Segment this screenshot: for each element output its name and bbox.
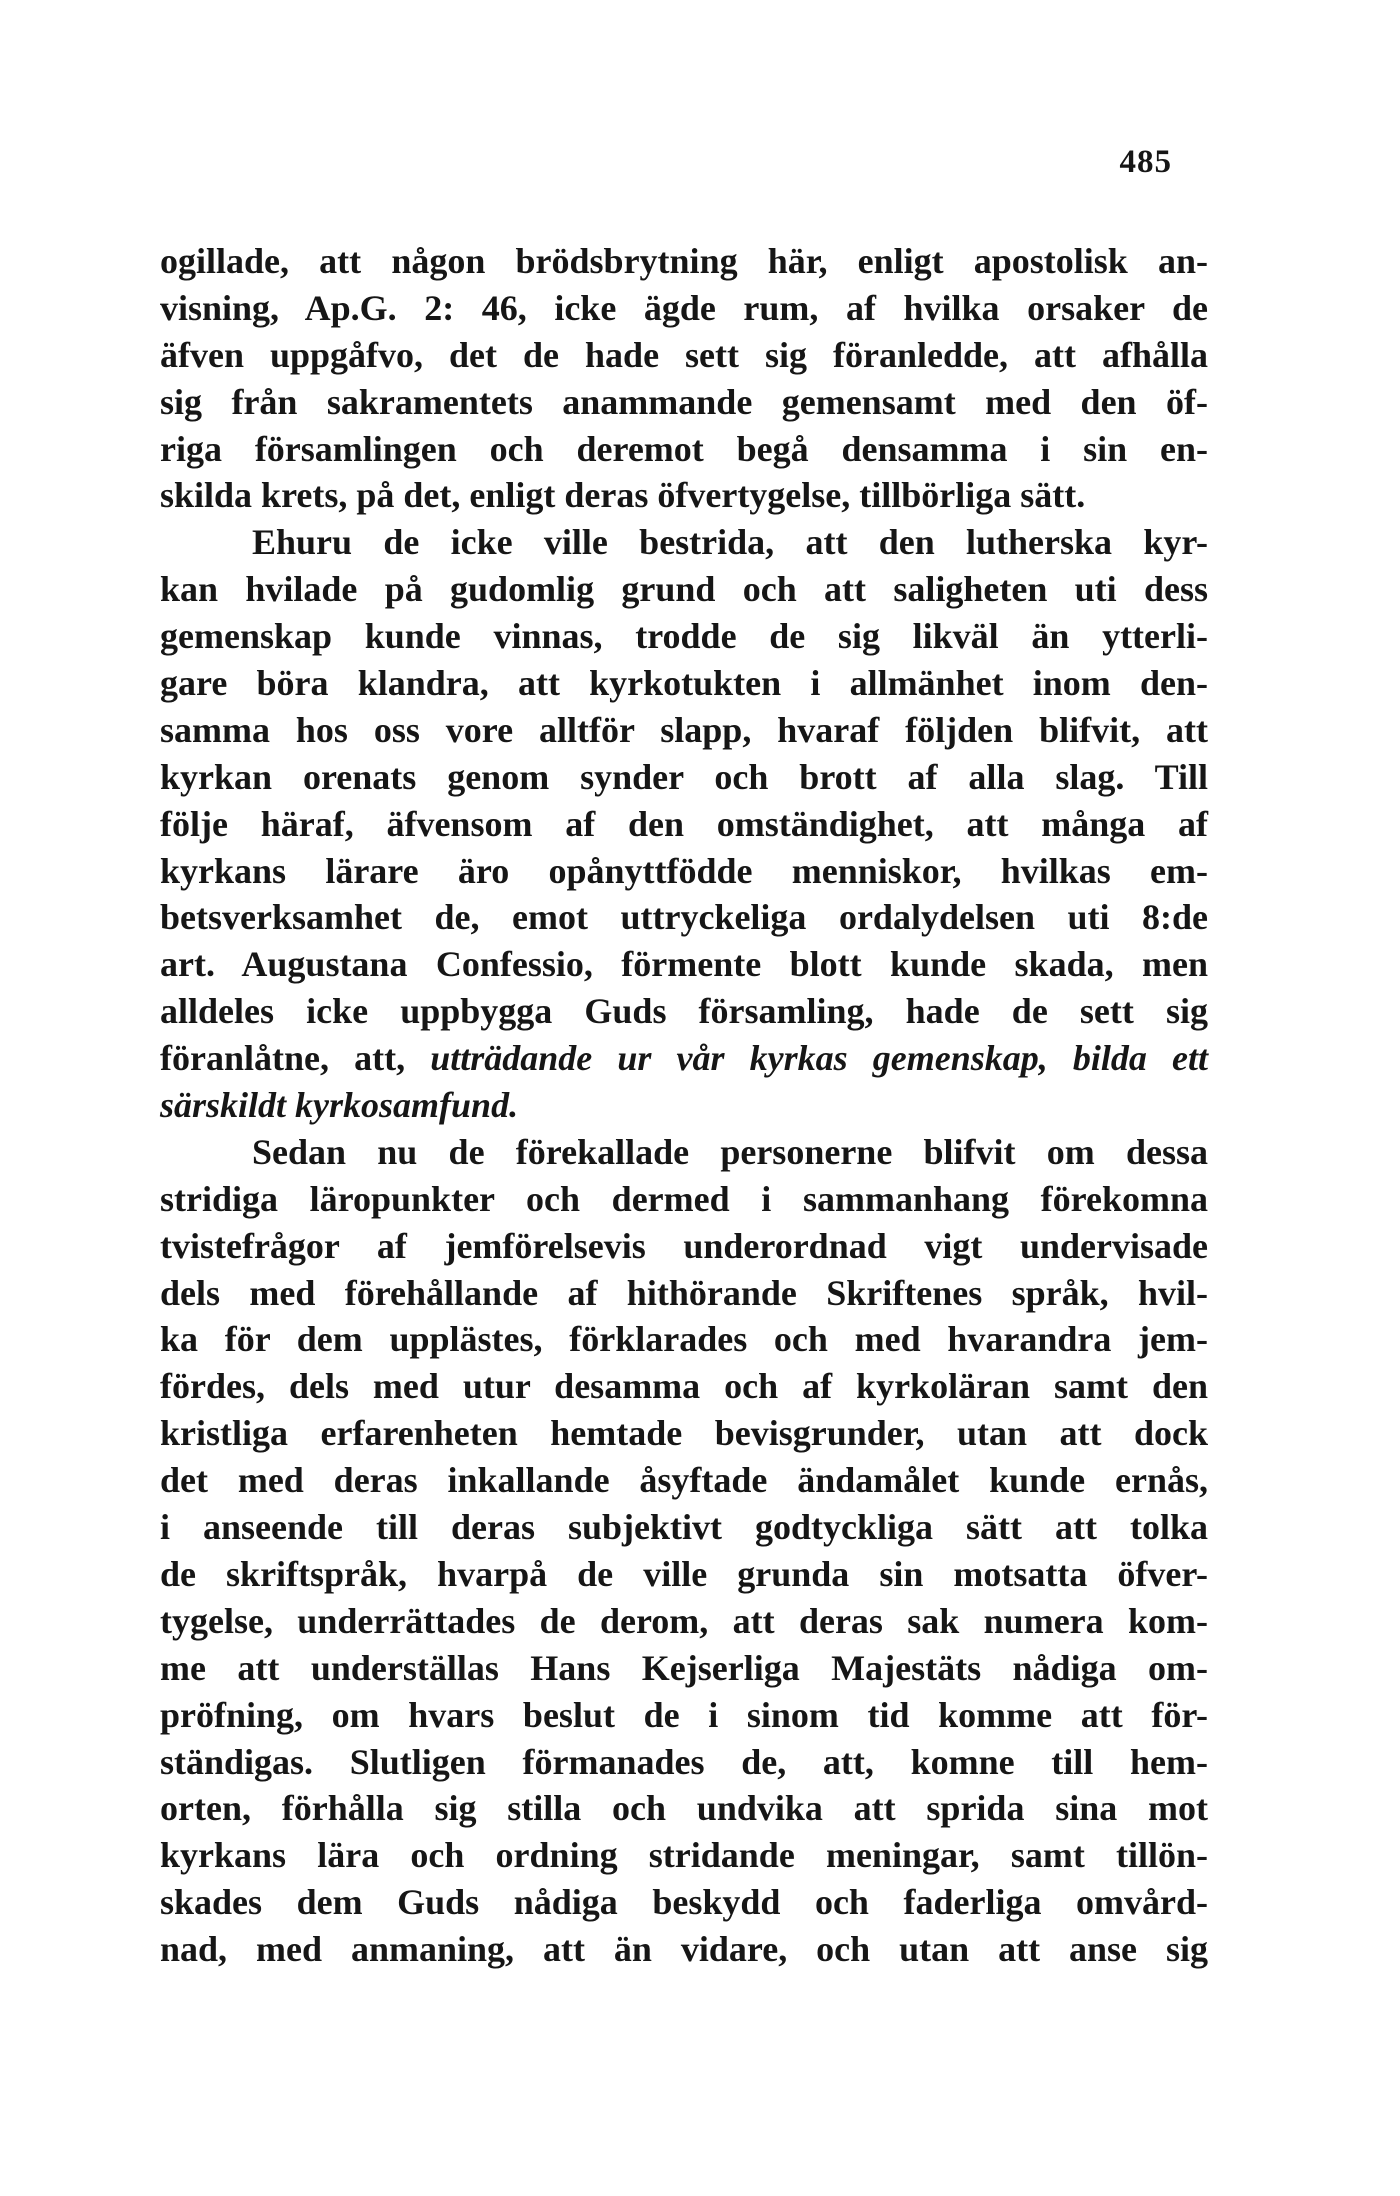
text-line: stridiga läropunkter och dermed i sammanhang förekomna	[160, 1178, 1208, 1219]
page-number: 485	[1119, 144, 1172, 180]
emphasized-text-line: särskildt kyrkosamfund.	[160, 1085, 519, 1126]
text-line: samma hos oss vore alltför slapp, hvaraf följden blifvit, att	[160, 709, 1208, 750]
text-line: gare böra klandra, att kyrkotukten i allmänhet inom den-	[160, 663, 1208, 704]
text-line: gemenskap kunde vinnas, trodde de sig likväl än ytterli-	[160, 616, 1208, 657]
text-line: skades dem Guds nådiga beskydd och faderliga omvård-	[160, 1882, 1208, 1923]
text-line: Sedan nu de förekallade personerne blifvit om dessa	[252, 1131, 1208, 1172]
text-segment: föranlåtne, att,	[160, 1038, 431, 1079]
text-line: kyrkan orenats genom synder och brott af alla slag. Till	[160, 756, 1208, 797]
text-line: dels med förehållande af hithörande Skriftenes språk, hvil-	[160, 1272, 1208, 1313]
text-line: sig från sakramentets anammande gemensamt med den öf-	[160, 381, 1208, 422]
text-line: kyrkans lärare äro opånyttfödde menniskor, hvilkas em-	[160, 850, 1208, 891]
text-line: äfven uppgåfvo, det de hade sett sig föranledde, att afhålla	[160, 334, 1208, 375]
text-line: kristliga erfarenheten hemtade bevisgrunder, utan att dock	[160, 1413, 1208, 1454]
text-line: ka för dem upplästes, förklarades och med hvarandra jem-	[160, 1319, 1208, 1360]
text-line: art. Augustana Confessio, förmente blott kunde skada, men	[160, 944, 1208, 985]
text-line: följe häraf, äfvensom af den omständighet, att många af	[160, 803, 1208, 844]
text-line: betsverksamhet de, emot uttryckeliga ordalydelsen uti 8:de	[160, 897, 1208, 938]
text-line: ogillade, att någon brödsbrytning här, enligt apostolisk an-	[160, 241, 1208, 281]
text-line: alldeles icke uppbygga Guds församling, hade de sett sig	[160, 991, 1208, 1032]
text-line: ständigas. Slutligen förmanades de, att, komne till hem-	[160, 1741, 1208, 1782]
text-line: pröfning, om hvars beslut de i sinom tid komme att för-	[160, 1694, 1208, 1735]
text-line: kan hvilade på gudomlig grund och att saligheten uti dess	[160, 569, 1208, 610]
text-line: i anseende till deras subjektivt godtyckliga sätt att tolka	[160, 1507, 1208, 1548]
emphasized-text: utträdande ur vår kyrkas gemenskap, bilda ett	[430, 1038, 1208, 1079]
text-line: kyrkans lära och ordning stridande meningar, samt tillön-	[160, 1835, 1208, 1876]
text-line: nad, med anmaning, att än vidare, och utan att anse sig	[160, 1929, 1208, 1970]
text-line: det med deras inkallande åsyftade ändamålet kunde ernås,	[160, 1460, 1208, 1501]
text-line: de skriftspråk, hvarpå de ville grunda sin motsatta öfver-	[160, 1553, 1208, 1594]
text-line-with-emphasis	[160, 1035, 1208, 1082]
text-line: tvistefrågor af jemförelsevis underordnad vigt undervisade	[160, 1225, 1208, 1266]
text-line: skilda krets, på det, enligt deras öfvertygelse, tillbörliga sätt.	[160, 475, 1086, 516]
text-line: me att underställas Hans Kejserliga Majestäts nådiga om-	[160, 1647, 1208, 1688]
text-line: Ehuru de icke ville bestrida, att den lutherska kyr-	[252, 522, 1208, 563]
text-line: visning, Ap.G. 2: 46, icke ägde rum, af hvilka orsaker de	[160, 287, 1208, 328]
text-line: tygelse, underrättades de derom, att deras sak numera kom-	[160, 1600, 1208, 1641]
text-line: orten, förhålla sig stilla och undvika att sprida sina mot	[160, 1788, 1208, 1829]
text-line: fördes, dels med utur desamma och af kyrkoläran samt den	[160, 1366, 1208, 1407]
text-line: riga församlingen och deremot begå densamma i sin en-	[160, 428, 1208, 469]
body-text	[160, 238, 1208, 1973]
